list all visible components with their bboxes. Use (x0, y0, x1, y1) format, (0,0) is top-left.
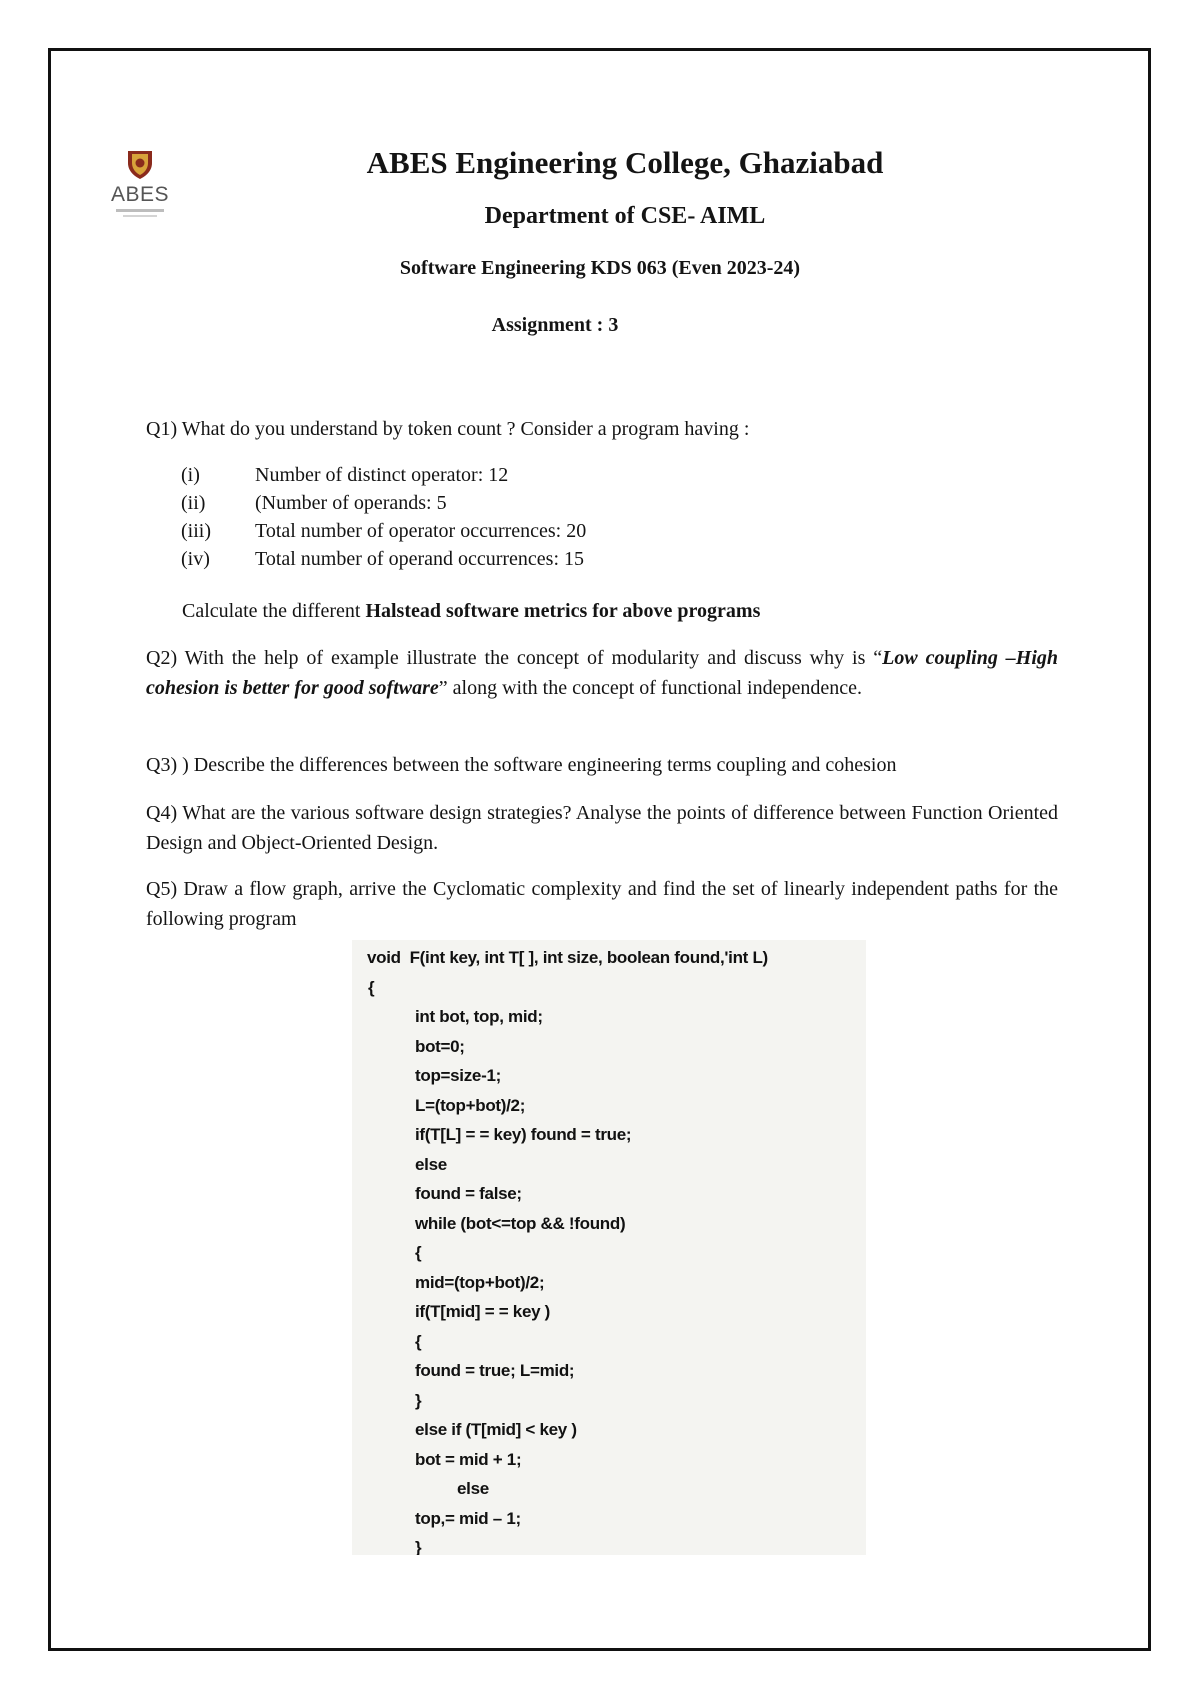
q1-item-number: (iv) (181, 548, 210, 570)
code-line: int bot, top, mid; (415, 1007, 543, 1026)
code-line: L=(top+bot)/2; (415, 1096, 526, 1115)
college-title: ABES Engineering College, Ghaziabad (366, 145, 884, 180)
q1-item (181, 517, 586, 545)
q1-item-text: Number of distinct operator: 12 (255, 464, 509, 486)
q1-item (181, 545, 584, 573)
question-2 (146, 643, 1058, 703)
q1-instruction-bold: Halstead software metrics for above programs (365, 600, 761, 622)
question-1: Q1) What do you understand by token count ? Consider a program having : (146, 418, 750, 440)
q1-item-text: (Number of operands: 5 (255, 492, 447, 514)
q2-emphasis: Low coupling –High cohesion is better for good software (146, 647, 1058, 699)
code-line: { (415, 1243, 422, 1262)
code-line: else (415, 1155, 447, 1174)
code-line: mid=(top+bot)/2; (415, 1273, 545, 1292)
question-3: Q3) ) Describe the differences between the software engineering terms coupling and cohesion (146, 754, 897, 776)
q2-text-end: ” along with the concept of functional independence. (438, 677, 862, 699)
q1-instruction-text: Calculate the different (182, 600, 366, 622)
code-line: { (415, 1332, 422, 1351)
course-title: Software Engineering KDS 063 (Even 2023-24) (399, 257, 801, 279)
q1-item (181, 461, 508, 489)
code-line: else (457, 1479, 489, 1498)
q2-text: Q2) With the help of example illustrate the concept of modularity and discuss why is “ (146, 647, 883, 669)
logo-wordmark: ABES (110, 183, 170, 206)
department-title: Department of CSE- AIML (484, 203, 766, 229)
code-line: void F(int key, int T[ ], int size, boolean found,'int L) (367, 948, 768, 967)
code-line: top=size-1; (415, 1066, 501, 1085)
code-line: } (415, 1538, 422, 1555)
code-image (352, 940, 866, 1555)
q1-instruction (182, 596, 1062, 626)
question-5: Q5) Draw a flow graph, arrive the Cyclomatic complexity and find the set of linearly independent paths for the following program (146, 878, 1058, 930)
q1-item (181, 489, 447, 517)
q1-item-number: (iii) (181, 520, 211, 542)
q1-item-text: Total number of operator occurrences: 20 (255, 520, 587, 542)
q1-item-number: (i) (181, 464, 200, 486)
code-line: bot=0; (415, 1037, 465, 1056)
code-line: if(T[L] = = key) found = true; (415, 1125, 632, 1144)
question-4: Q4) What are the various software design strategies? Analyse the points of difference between Function Oriented Design and Object-Oriented Design. (146, 802, 1058, 854)
q1-item-text: Total number of operand occurrences: 15 (255, 548, 585, 570)
code-line: found = false; (415, 1184, 522, 1203)
code-line: if(T[mid] = = key ) (415, 1302, 551, 1321)
code-line: } (415, 1391, 422, 1410)
code-line: found = true; L=mid; (415, 1361, 575, 1380)
q1-item-number: (ii) (181, 492, 206, 514)
code-line: bot = mid + 1; (415, 1450, 522, 1469)
code-line: while (bot<=top && !found) (415, 1214, 626, 1233)
assignment-title: Assignment : 3 (491, 314, 619, 336)
code-line: top,= mid – 1; (415, 1509, 521, 1528)
code-line: else if (T[mid] < key ) (415, 1420, 577, 1439)
code-line: { (368, 978, 375, 997)
